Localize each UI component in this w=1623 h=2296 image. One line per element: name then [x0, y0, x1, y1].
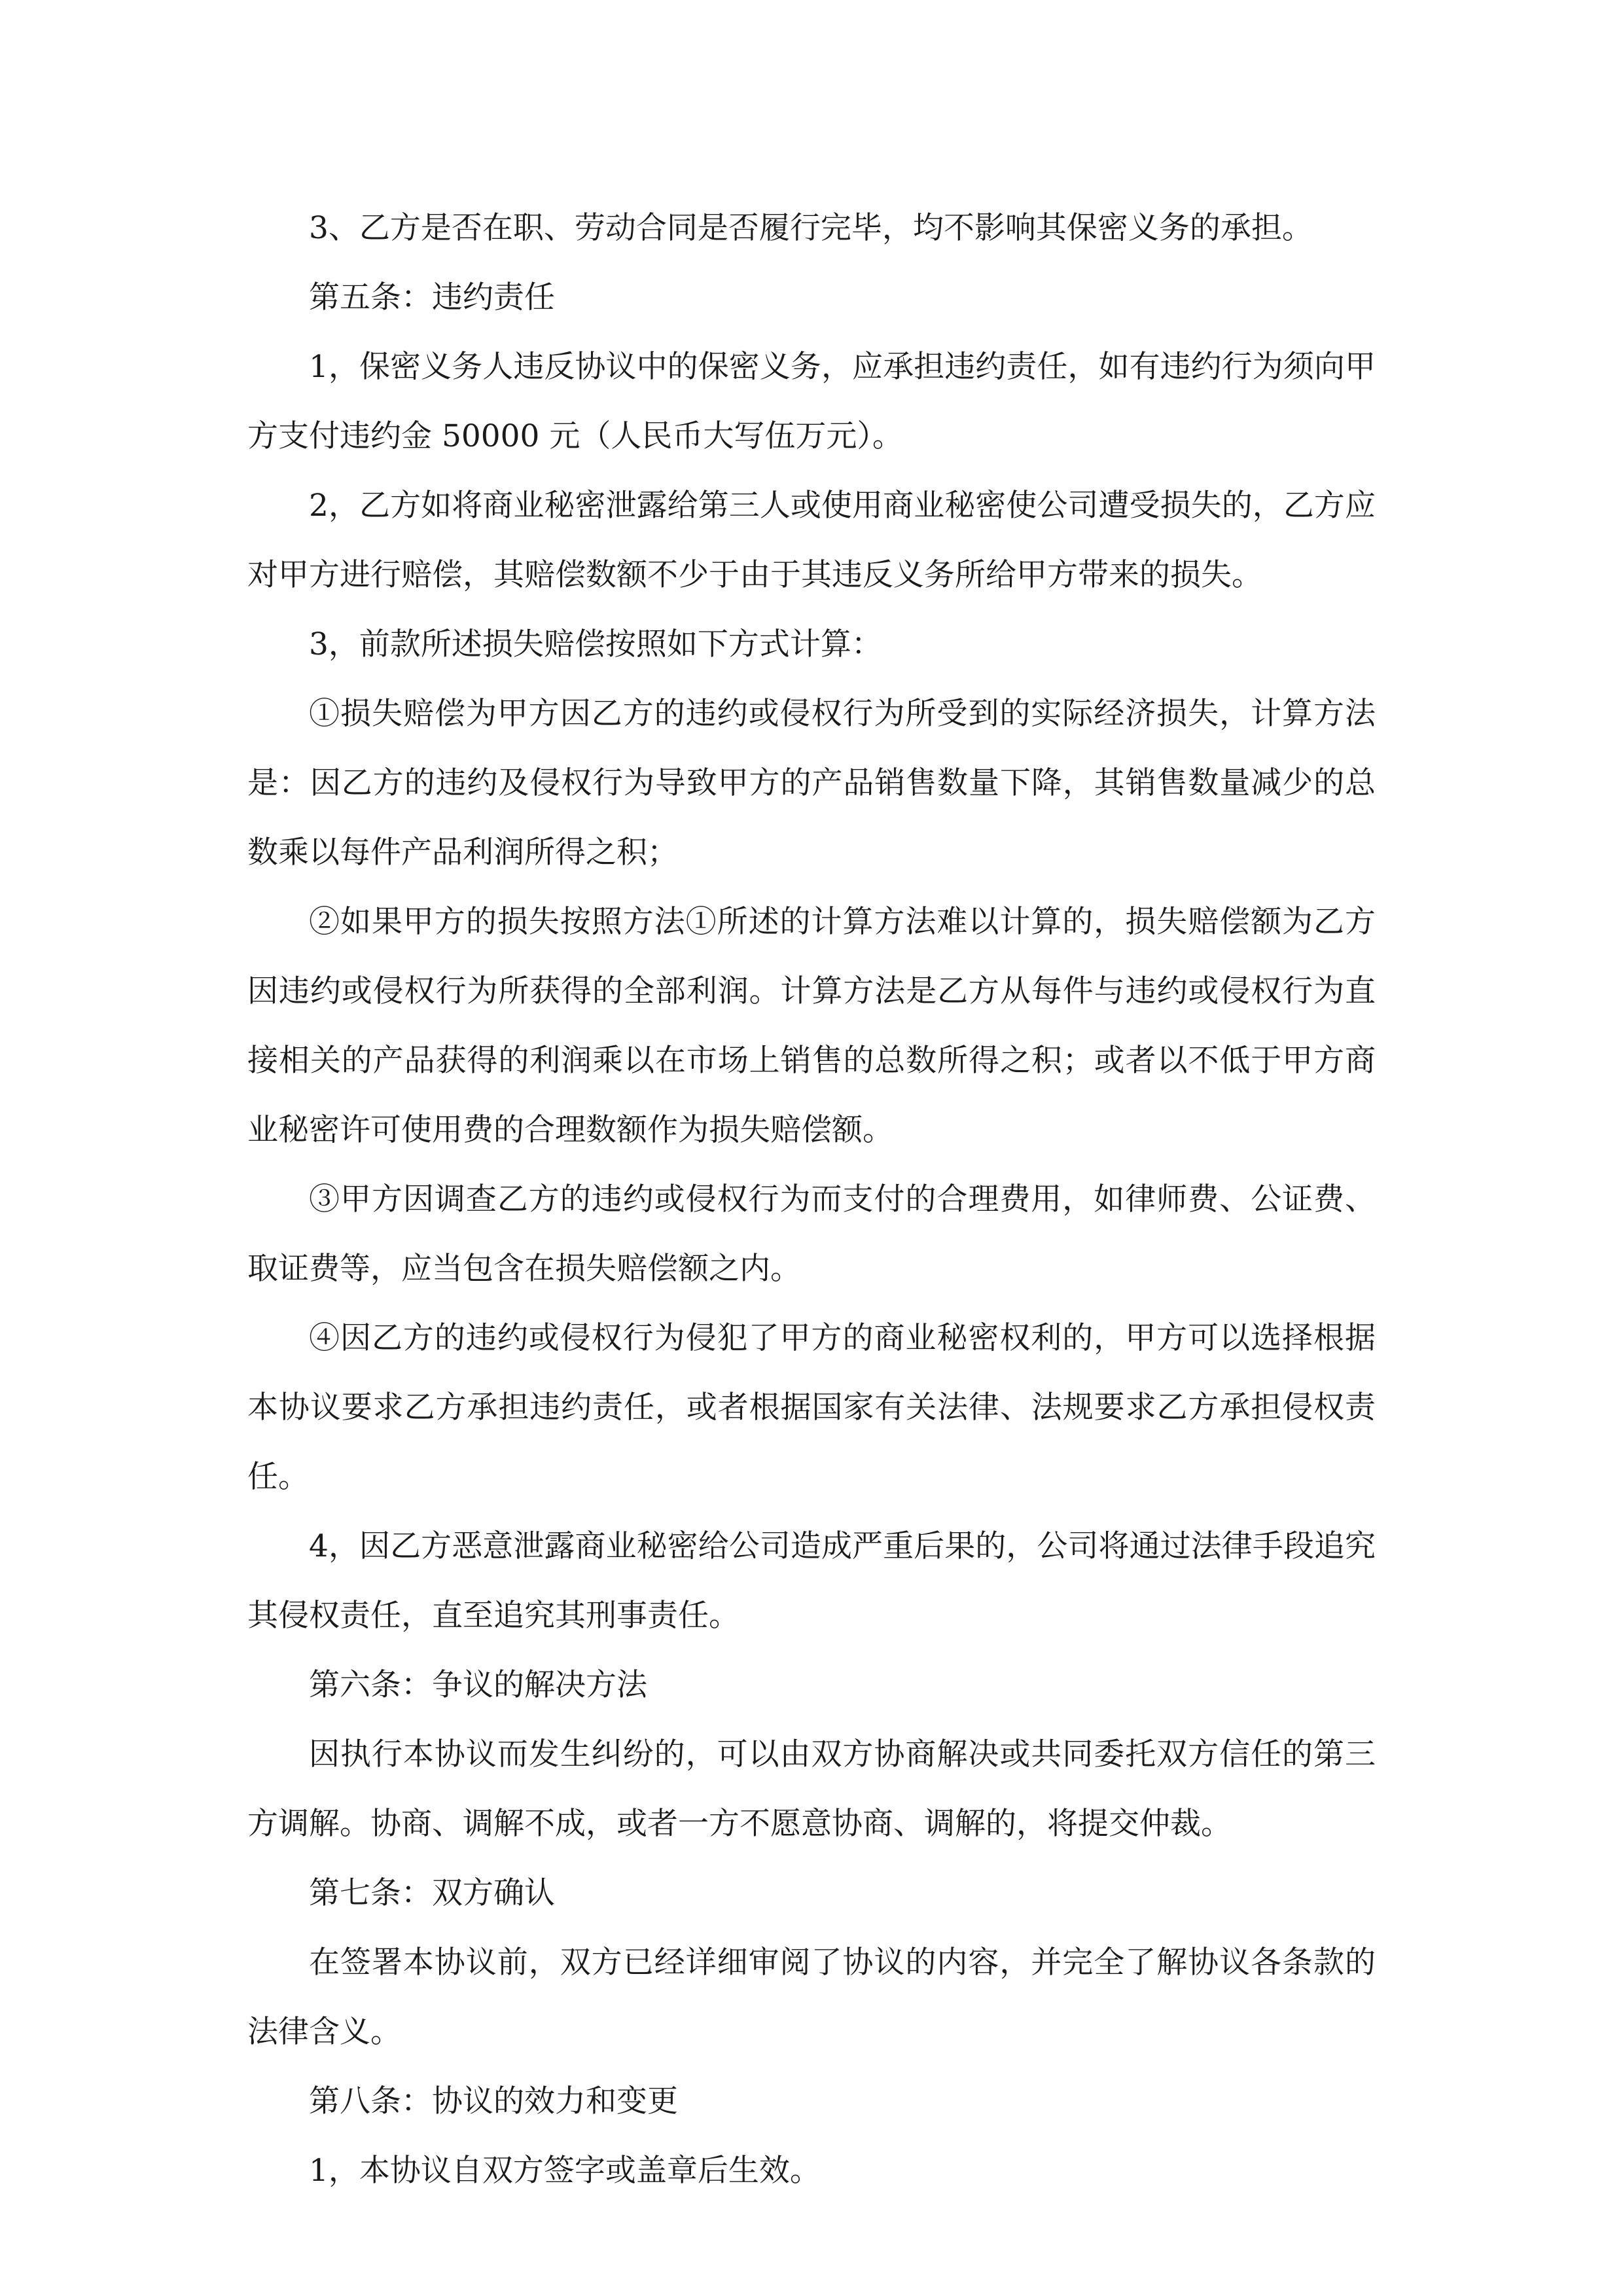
article-8-heading: 第八条：协议的效力和变更 [309, 2083, 678, 2119]
article-5-item-1: 1，保密义务人违反协议中的保密义务，应承担违约责任，如有违约行为须向甲方支付违约金 50000 元（人民币大写伍万元）。 [247, 349, 1376, 454]
article-8-item-1: 1，本协议自双方签字或盖章后生效。 [309, 2153, 821, 2189]
article-5-item-4: 4，因乙方恶意泄露商业秘密给公司造成严重后果的，公司将通过法律手段追究其侵权责任，直至追究其刑事责任。 [247, 1528, 1376, 1634]
article-5-item-3: 3，前款所述损失赔偿按照如下方式计算： [309, 626, 882, 662]
article-5-item-3-sub-3: ③甲方因调查乙方的违约或侵权行为而支付的合理费用，如律师费、公证费、取证费等，应当包含在损失赔偿额之内。 [247, 1181, 1376, 1287]
article-5-item-3-sub-4: ④因乙方的违约或侵权行为侵犯了甲方的商业秘密权利的，甲方可以选择根据本协议要求乙方承担违约责任，或者根据国家有关法律、法规要求乙方承担侵权责任。 [247, 1320, 1376, 1495]
article-5-item-2: 2，乙方如将商业秘密泄露给第三人或使用商业秘密使公司遭受损失的，乙方应对甲方进行赔偿，其赔偿数额不少于由于其违反义务所给甲方带来的损失。 [247, 488, 1376, 593]
clause-4-item-3: 3、乙方是否在职、劳动合同是否履行完毕，均不影响其保密义务的承担。 [309, 210, 1313, 246]
article-6-heading: 第六条：争议的解决方法 [309, 1667, 647, 1703]
article-6-body: 因执行本协议而发生纠纷的，可以由双方协商解决或共同委托双方信任的第三方调解。协商、调解不成，或者一方不愿意协商、调解的，将提交仲裁。 [247, 1736, 1376, 1842]
document-body [247, 194, 1376, 2206]
article-5-item-3-sub-2: ②如果甲方的损失按照方法①所述的计算方法难以计算的，损失赔偿额为乙方因违约或侵权行为所获得的全部利润。计算方法是乙方从每件与违约或侵权行为直接相关的产品获得的利润乘以在市场上销售的总数所得之积；或者以不低于甲方商业秘密许可使用费的合理数额作为损失赔偿额。 [247, 904, 1376, 1148]
article-5-heading: 第五条：违约责任 [309, 279, 555, 315]
article-7-body: 在签署本协议前，双方已经详细审阅了协议的内容，并完全了解协议各条款的法律含义。 [247, 1945, 1376, 2050]
article-7-heading: 第七条：双方确认 [309, 1875, 555, 1911]
article-5-item-3-sub-1: ①损失赔偿为甲方因乙方的违约或侵权行为所受到的实际经济损失，计算方法是：因乙方的违约及侵权行为导致甲方的产品销售数量下降，其销售数量减少的总数乘以每件产品利润所得之积； [247, 696, 1376, 870]
